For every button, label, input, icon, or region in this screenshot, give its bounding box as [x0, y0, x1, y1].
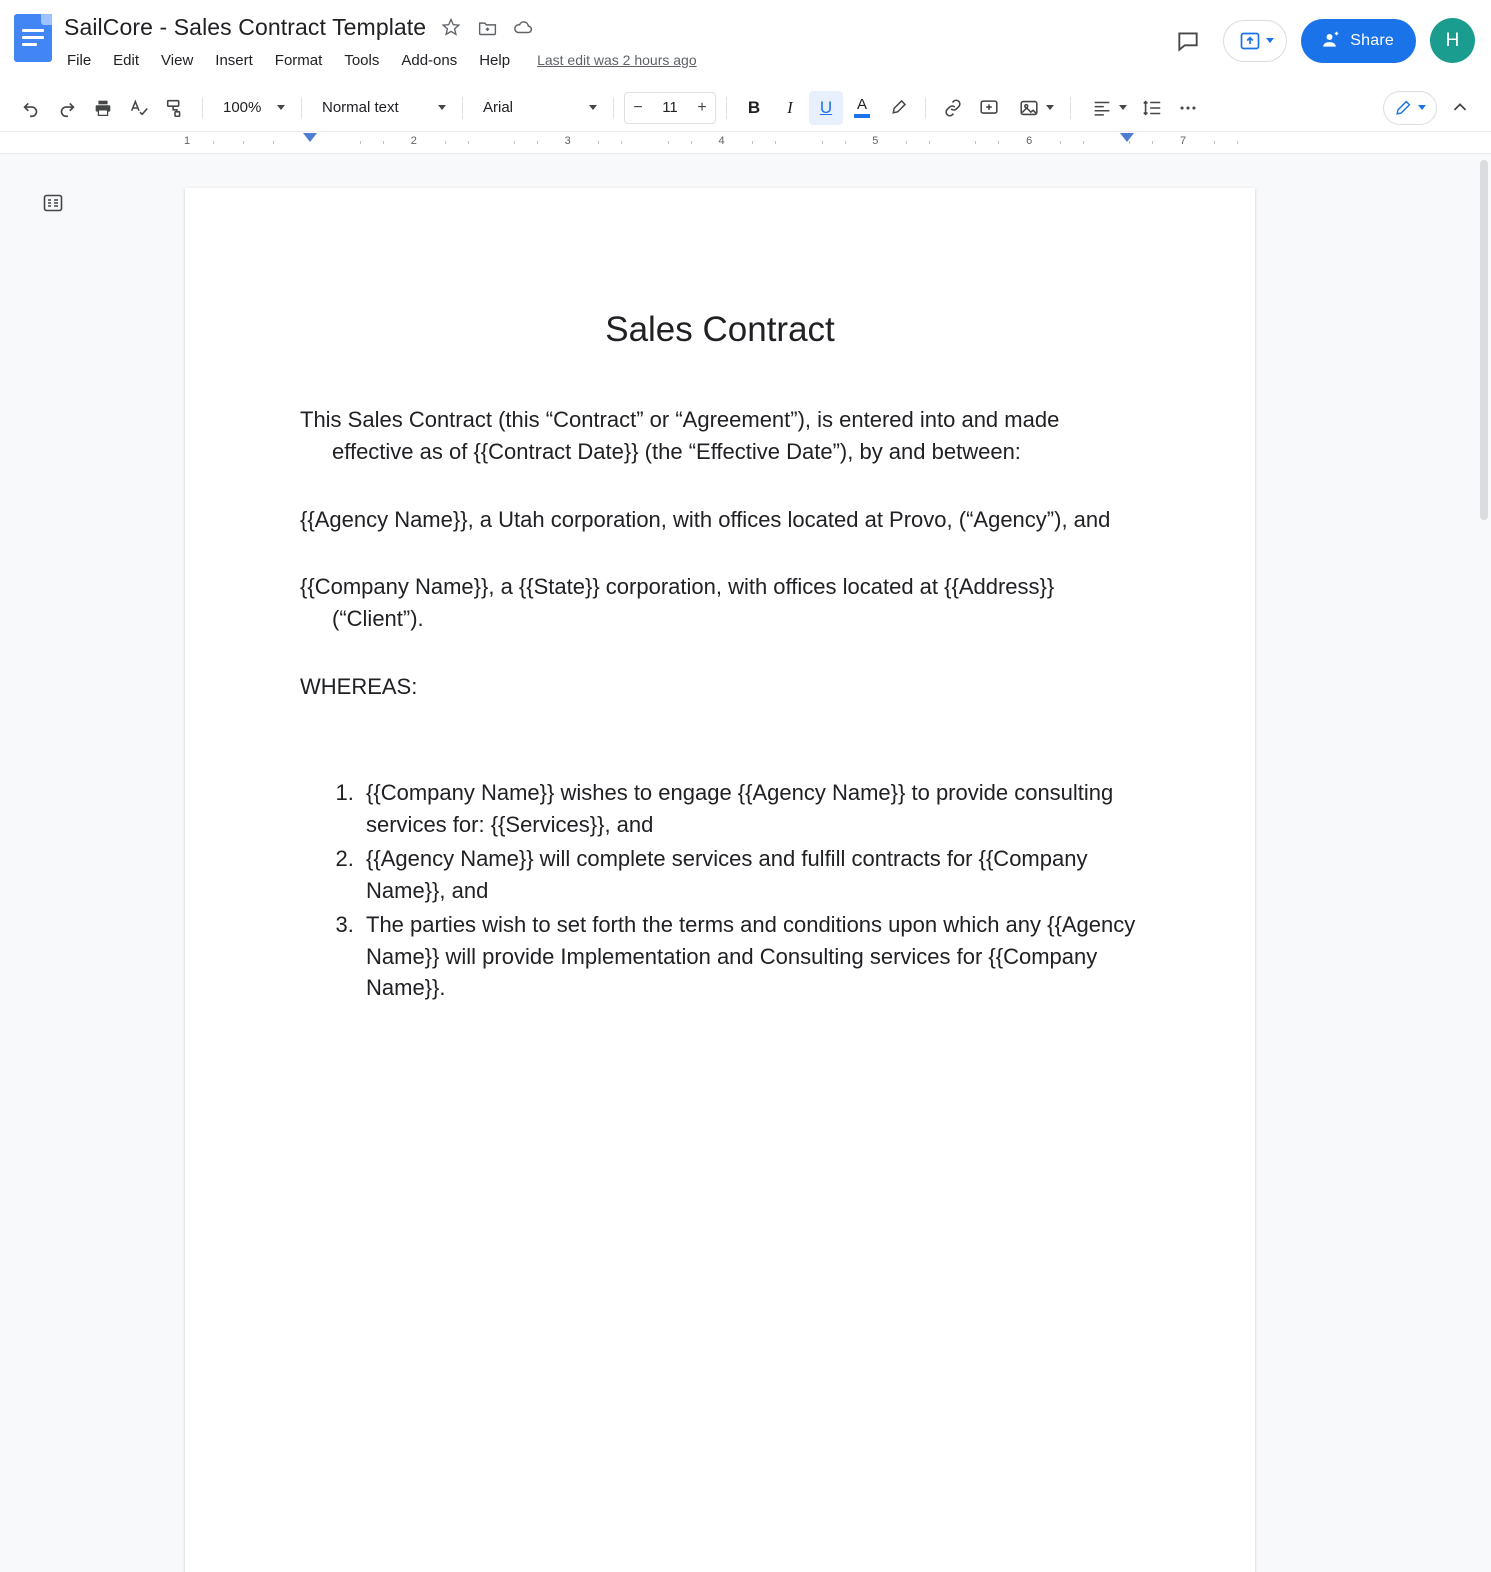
bold-button[interactable]	[737, 91, 771, 125]
ruler-mark-7: 7	[1180, 135, 1187, 147]
document-title[interactable]: SailCore - Sales Contract Template	[64, 13, 427, 40]
ruler-segment	[337, 132, 491, 154]
text-color-button[interactable]	[845, 91, 879, 125]
ruler-mark-2: 2	[410, 135, 417, 147]
share-button-label: Share	[1350, 31, 1394, 49]
ruler-mark-6: 6	[1026, 135, 1033, 147]
font-size-increase[interactable]: +	[697, 98, 707, 116]
toolbar-divider	[462, 97, 463, 119]
zoom-selector[interactable]	[213, 91, 291, 125]
scrollbar-thumb[interactable]	[1480, 160, 1488, 520]
toolbar-divider	[202, 97, 203, 119]
chevron-down-icon	[438, 105, 446, 110]
content-spacer	[300, 739, 1140, 777]
chevron-down-icon	[1119, 105, 1127, 110]
chevron-down-icon	[589, 105, 597, 110]
menu-insert[interactable]: Insert	[215, 51, 253, 69]
menu-tools[interactable]: Tools	[344, 51, 380, 69]
font-size-decrease[interactable]: −	[633, 98, 643, 116]
list-item: 3. The parties wish to set forth the terms and conditions upon which any {{Agency Name}} will provide Implementation and Consulting services for {{Company Name}}.	[360, 909, 1140, 1005]
font-family-selector[interactable]	[473, 91, 603, 125]
font-family-value: Arial	[483, 99, 514, 116]
ruler-segment	[645, 132, 799, 154]
paint-format-icon[interactable]	[158, 91, 192, 125]
text-color-label: A	[856, 95, 867, 113]
chevron-down-icon	[1418, 105, 1426, 110]
ruler-segment	[798, 132, 952, 154]
menu-view[interactable]: View	[161, 51, 194, 69]
star-icon[interactable]	[440, 16, 462, 38]
vertical-scrollbar[interactable]	[1479, 160, 1489, 1566]
ruler-mark-5: 5	[872, 135, 879, 147]
present-button[interactable]	[1223, 20, 1287, 62]
document-outline-icon[interactable]	[36, 186, 70, 220]
last-edit-status[interactable]: Last edit was 2 hours ago	[537, 52, 697, 68]
zoom-value: 100%	[223, 99, 262, 116]
redo-icon[interactable]	[50, 91, 84, 125]
share-button[interactable]	[1301, 19, 1416, 63]
document-content[interactable]	[185, 188, 1255, 1004]
spellcheck-icon[interactable]	[122, 91, 156, 125]
ruler[interactable]	[0, 132, 1491, 154]
google-docs-logo[interactable]	[14, 14, 52, 62]
editing-mode-button[interactable]	[1383, 91, 1437, 125]
underline-button[interactable]	[809, 91, 843, 125]
chevron-down-icon	[1046, 105, 1054, 110]
insert-image-button[interactable]	[1008, 91, 1060, 125]
app-header	[0, 0, 1491, 84]
align-button[interactable]	[1081, 91, 1133, 125]
document-page[interactable]	[185, 188, 1255, 1572]
document-heading: Sales Contract	[605, 310, 835, 349]
toolbar-divider	[613, 97, 614, 119]
toolbar-divider	[925, 97, 926, 119]
logo-lines	[22, 29, 44, 50]
menu-file[interactable]: File	[67, 51, 92, 69]
ruler-scale[interactable]	[183, 132, 1260, 154]
present-caret-icon	[1266, 38, 1274, 43]
ruler-segment	[491, 132, 645, 154]
insert-link-icon[interactable]	[936, 91, 970, 125]
collapse-toolbar-icon[interactable]	[1443, 91, 1477, 125]
italic-label: I	[787, 97, 793, 117]
more-options-icon[interactable]	[1171, 91, 1205, 125]
ruler-mark-4: 4	[718, 135, 725, 147]
title-and-menus	[64, 8, 1167, 74]
list-item: 2. {{Agency Name}} will complete services and fulfill contracts for {{Company Name}}, and	[360, 843, 1140, 907]
font-size-value[interactable]: 11	[662, 99, 678, 116]
list-item: 1. {{Company Name}} wishes to engage {{Agency Name}} to provide consulting services for: {{Services}}, and	[360, 777, 1140, 841]
document-paragraph-4: WHEREAS:	[300, 674, 418, 700]
ruler-mark-3: 3	[564, 135, 571, 147]
right-indent-marker[interactable]	[1120, 133, 1134, 142]
menu-help[interactable]: Help	[479, 51, 511, 69]
line-spacing-icon[interactable]	[1135, 91, 1169, 125]
left-indent-marker[interactable]	[303, 133, 317, 142]
italic-button[interactable]	[773, 91, 807, 125]
toolbar-divider	[726, 97, 727, 119]
avatar[interactable]: H	[1430, 18, 1475, 63]
document-paragraph-1: This Sales Contract (this “Contract” or “Agreement”), is entered into and made effective as of {{Contract Date}} (the “Effective Date”), by and between:	[300, 406, 1060, 464]
document-numbered-list	[300, 777, 1140, 1004]
toolbar-right-group	[1383, 91, 1477, 125]
document-paragraph-2: {{Agency Name}}, a Utah corporation, with offices located at Provo, (“Agency”), and	[300, 506, 1111, 532]
formatting-toolbar	[0, 84, 1491, 132]
undo-icon[interactable]	[14, 91, 48, 125]
header-actions	[1167, 18, 1475, 63]
menu-format[interactable]: Format	[274, 51, 323, 69]
document-canvas	[0, 154, 1491, 1572]
highlight-pen-icon[interactable]	[881, 91, 915, 125]
ruler-mark-1: 1	[183, 135, 191, 147]
toolbar-divider	[1070, 97, 1071, 119]
comment-history-icon[interactable]	[1167, 20, 1209, 62]
font-size-stepper[interactable]	[624, 92, 716, 124]
underline-label: U	[819, 97, 833, 117]
logo-corner	[41, 14, 52, 25]
print-icon[interactable]	[86, 91, 120, 125]
move-to-folder-icon[interactable]	[476, 16, 498, 38]
toolbar-divider	[301, 97, 302, 119]
menu-add-ons[interactable]: Add-ons	[401, 51, 458, 69]
ruler-segment	[952, 132, 1106, 154]
document-paragraph-3: {{Company Name}}, a {{State}} corporation, with offices located at {{Address}} (“Client”).	[300, 574, 1055, 632]
bold-label: B	[747, 97, 761, 117]
add-comment-icon[interactable]	[972, 91, 1006, 125]
paragraph-style-value: Normal text	[322, 99, 399, 116]
menu-bar	[58, 46, 1167, 74]
paragraph-style-selector[interactable]	[312, 91, 452, 125]
cloud-saved-icon[interactable]	[512, 16, 534, 38]
menu-edit[interactable]: Edit	[113, 51, 140, 69]
title-row	[64, 8, 1167, 46]
text-color-swatch	[854, 114, 870, 118]
chevron-down-icon	[277, 105, 285, 110]
